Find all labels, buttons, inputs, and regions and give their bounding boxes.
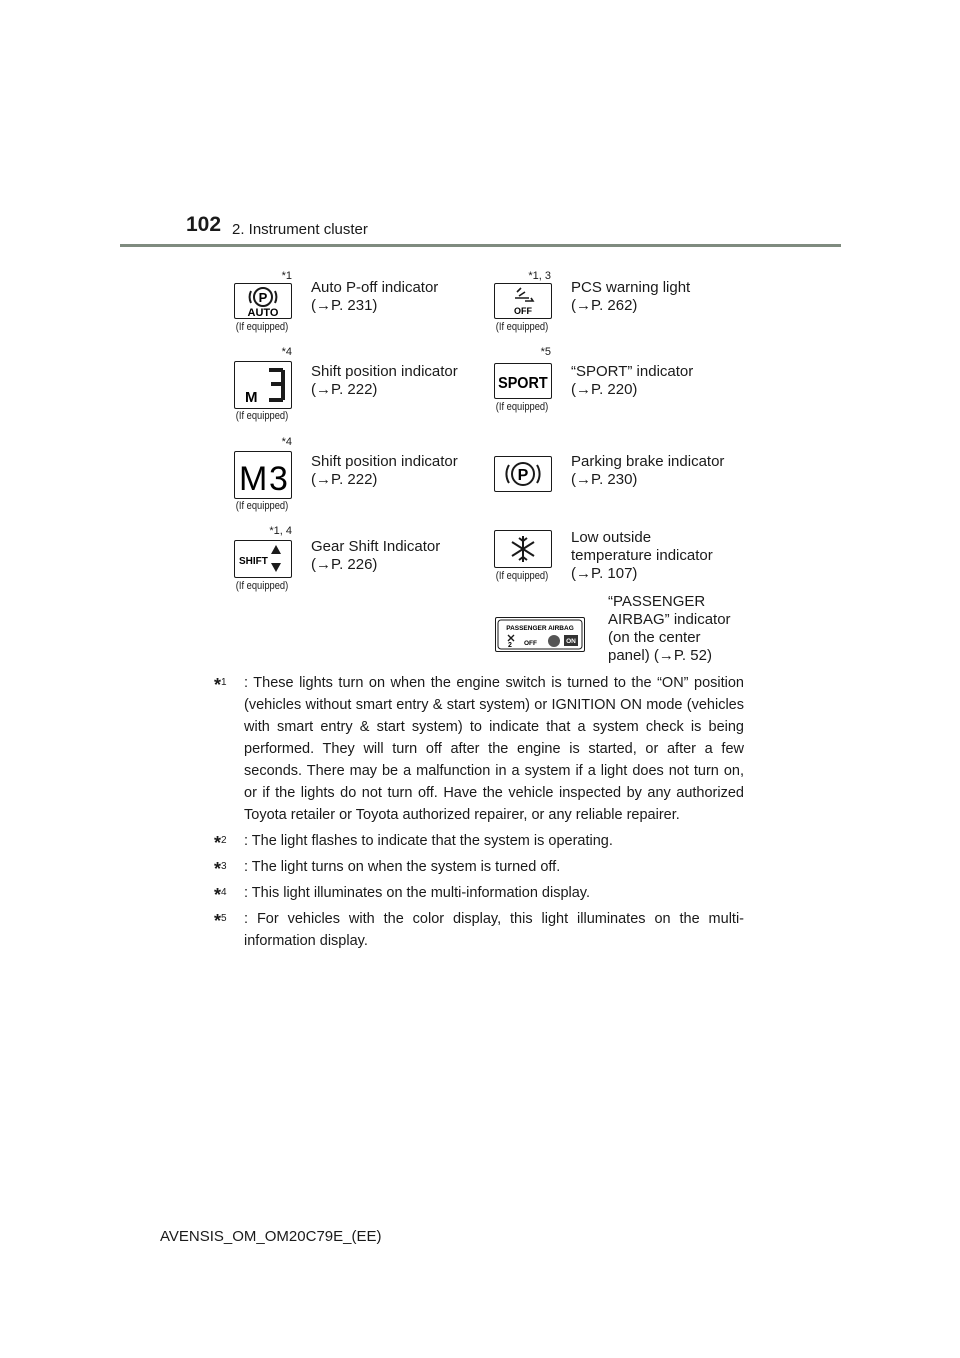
footnote: *$^2$ : The light flashes to indicate that the system is operating. — [214, 830, 744, 852]
indicator-label: Low outside temperature indicator (→P. 107) — [571, 529, 713, 582]
indicator-ref: *4 — [281, 436, 292, 448]
two-glyph: 2 — [508, 642, 512, 649]
footnote: *$^3$ : The light turns on when the system is turned off. — [214, 856, 744, 878]
off-glyph: OFF — [524, 640, 537, 647]
indicator-ref: *1, 3 — [528, 270, 551, 282]
page-header — [0, 0, 960, 250]
page-number: 102 — [186, 213, 222, 236]
indicator-ref: *5 — [540, 346, 551, 358]
section-title: 2. Instrument cluster — [232, 221, 368, 238]
m3-icon — [234, 451, 292, 499]
indicator-ref: *1, 4 — [269, 525, 292, 537]
if-equipped-note: (If equipped) — [495, 321, 549, 333]
passenger-airbag-glyph: PASSENGER AIRBAG — [506, 625, 574, 632]
sport-glyph: SPORT — [498, 374, 548, 393]
if-equipped-note: (If equipped) — [235, 580, 289, 592]
sport-icon — [494, 363, 552, 399]
parking-brake-icon — [494, 456, 552, 492]
p-glyph: P — [258, 290, 268, 305]
footnote: *$^5$ : For vehicles with the color display, this light illuminates on the multi-information display. — [214, 908, 744, 952]
three-glyph: 3 — [269, 460, 288, 498]
off-glyph: OFF — [514, 306, 532, 316]
auto-glyph: AUTO — [247, 307, 279, 318]
indicator-label: Parking brake indicator (→P. 230) — [571, 453, 725, 488]
if-equipped-note: (If equipped) — [235, 321, 289, 333]
indicator-label: Auto P-off indicator (→P. 231) — [311, 279, 439, 314]
footnote-mark: *$^4$ — [214, 884, 227, 905]
footnote: *$^1$ : These lights turn on when the engine switch is turned to the “ON” position (vehicles without smart entry & start system) or IGNITION ON mode (vehicles with smart entry & start system) to indicate that a system check is being performed. They will turn off after the engine is started, or after a few seconds. There may be a malfunction in a system if a light does not turn on, or if the lights do not turn off. Have the vehicle inspected by any authorized Toyota retailer or Toyota authorized repairer, or any reliable repairer. — [214, 672, 744, 826]
footnote: *$^4$ : This light illuminates on the multi-information display. — [214, 882, 744, 904]
indicator-label: “PASSENGER AIRBAG” indicator (on the center panel) (→P. 52) — [608, 593, 731, 664]
header-rule — [120, 244, 841, 247]
indicator-ref: *4 — [281, 346, 292, 358]
indicator-label: “SPORT” indicator (→P. 220) — [571, 363, 694, 398]
indicator-label: Shift position indicator (→P. 222) — [311, 363, 458, 398]
footnote-mark: *$^3$ — [214, 858, 227, 879]
pcs-off-icon — [494, 283, 552, 319]
if-equipped-note: (If equipped) — [495, 401, 549, 413]
m-3-icon — [234, 361, 292, 409]
indicator-label: Gear Shift Indicator (→P. 226) — [311, 538, 441, 573]
auto-p-off-icon — [234, 283, 292, 319]
indicator-label: PCS warning light (→P. 262) — [571, 279, 691, 314]
footnotes — [214, 672, 744, 956]
passenger-airbag-icon — [495, 617, 585, 652]
on-glyph: ON — [566, 638, 576, 645]
if-equipped-note: (If equipped) — [235, 500, 289, 512]
footnote-mark: *$^5$ — [214, 910, 227, 931]
shift-icon — [234, 540, 292, 578]
snowflake-icon — [494, 530, 552, 568]
footnote-mark: *$^1$ — [214, 674, 227, 695]
indicator-ref: *1 — [281, 270, 292, 282]
if-equipped-note: (If equipped) — [495, 570, 549, 582]
footnote-mark: *$^2$ — [214, 832, 227, 853]
m-glyph: M — [245, 389, 258, 406]
doc-code: AVENSIS_OM_OM20C79E_(EE) — [160, 1228, 382, 1245]
if-equipped-note: (If equipped) — [235, 410, 289, 422]
indicator-label: Shift position indicator (→P. 222) — [311, 453, 458, 488]
m-glyph: M — [239, 460, 268, 498]
shift-glyph: SHIFT — [239, 556, 268, 567]
p-glyph: P — [517, 467, 529, 484]
